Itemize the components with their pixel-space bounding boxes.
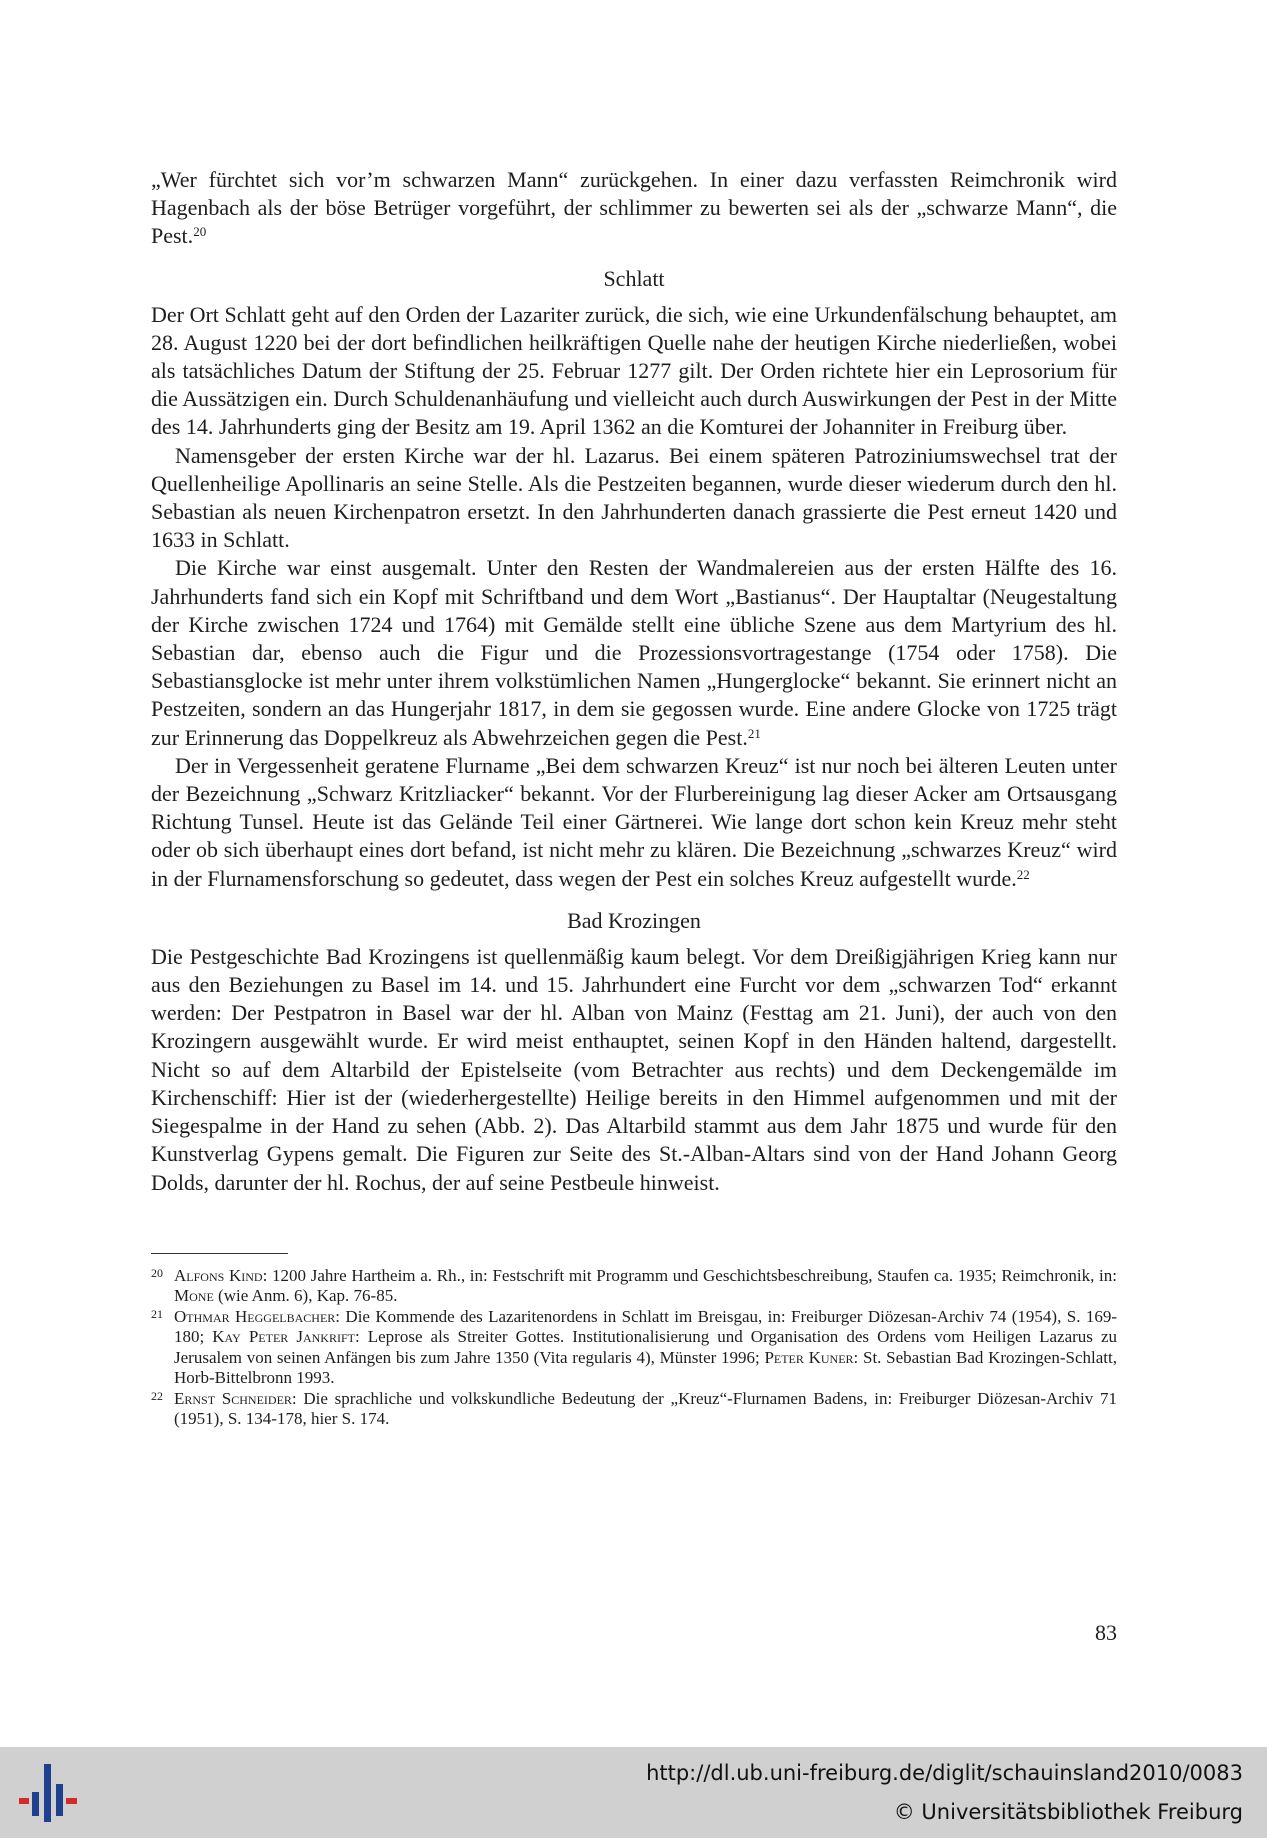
footnote-ref-20[interactable]: 20: [193, 224, 207, 240]
footnote-ref-21[interactable]: 21: [747, 725, 761, 741]
schlatt-paragraph-3-text: Die Kirche war einst ausgemalt. Unter den Resten der Wandmalereien aus der ersten Hälfte des 16. Jahrhunderts fand sich ein Kopf mit Schriftband und dem Wort „Bastianus“. Der Hauptaltar (Neugestaltung der Kirche zwischen 1724 und 1764) mit Gemälde stellt eine übliche Szene aus dem Martyrium des hl. Sebastian dar, ebenso auch die Figur und die Prozessionsvortragestange (1754 oder 1758). Die Sebastiansglocke ist mehr unter ihrem volkstümlichen Namen „Hungerglocke“ bekannt. Sie erinnert nicht an Pestzeiten, sondern an das Hungerjahr 1817, in dem sie gegossen wurde. Eine andere Glocke von 1725 trägt zur Erinnerung das Doppelkreuz als Abwehrzeichen gegen die Pest.: [151, 555, 1117, 750]
footnote-text-part: : Die sprachliche und volkskundliche Bedeutung der „Kreuz“-Flurnamen Badens, in: Freiburger Diözesan-Archiv 71 (1951), S. 134-178, hier S. 174.: [174, 1388, 1117, 1429]
footnote-ref-22[interactable]: 22: [1016, 866, 1030, 882]
heading-schlatt: Schlatt: [603, 265, 665, 291]
permalink-url[interactable]: http://dl.ub.uni-freiburg.de/diglit/schauinsland2010/0083: [646, 1761, 1243, 1785]
ub-freiburg-logo-icon: [17, 1762, 79, 1824]
footnote-author: Kay Peter Jankrift: [212, 1327, 355, 1347]
footnote-author: Mone: [174, 1286, 214, 1306]
footer-bar: [0, 1747, 1267, 1838]
copyright-text: © Universitätsbibliothek Freiburg: [893, 1800, 1243, 1824]
footnote-text-part: : Die Kommende des Lazaritenordens in Schlatt im Breisgau, in: Freiburger Diözesan-Archiv 74 (1954), S. 169-180;: [174, 1306, 1117, 1347]
footnote-text-part: : Leprose als Streiter Gottes. Institutionalisierung und Organisation des Ordens vom Heiligen Lazarus zu Jerusalem von seinen Anfängen bis zum Jahre 1350 (Vita regularis 4), Münster 1996;: [174, 1327, 1117, 1367]
footnote-text-part: : 1200 Jahre Hartheim a. Rh., in: Festschrift mit Programm und Geschichtsbeschreibung, Staufen ca. 1935; Reimchronik, in:: [262, 1265, 1117, 1285]
footnote-number: 21: [151, 1306, 163, 1321]
footnote-22: [151, 1389, 1117, 1430]
footnote-divider: [151, 1253, 288, 1254]
intro-paragraph: [151, 166, 1117, 251]
footnote-number: 22: [151, 1388, 163, 1403]
schlatt-paragraph-1: Der Ort Schlatt geht auf den Orden der Lazariter zurück, die sich, wie eine Urkundenfälschung behauptet, am 28. August 1220 bei der dort befindlichen heilkräftigen Quelle nahe der heutigen Kirche niederließen, wobei als tatsächliches Datum der Stiftung der 25. Februar 1277 gilt. Der Orden richtete hier ein Leprosorium für die Aussätzigen ein. Durch Schuldenanhäufung und vielleicht auch durch Auswirkungen der Pest in der Mitte des 14. Jahrhunderts ging der Besitz am 19. April 1362 an die Komturei der Johanniter in Freiburg über.: [151, 301, 1117, 440]
heading-bad-krozingen: Bad Krozingen: [567, 907, 701, 933]
schlatt-paragraph-2: Namensgeber der ersten Kirche war der hl. Lazarus. Bei einem späteren Patroziniumswechsel trat der Quellenheilige Apollinaris an seine Stelle. Als die Pestzeiten begannen, wurde dieser wiederum durch den hl. Sebastian als neuen Kirchenpatron ersetzt. In den Jahrhunderten danach grassierte die Pest erneut 1420 und 1633 in Schlatt.: [151, 442, 1117, 553]
footnote-text: [174, 1266, 1117, 1307]
page-number: 83: [1095, 1620, 1117, 1645]
footnote-21: [151, 1307, 1117, 1389]
schlatt-paragraph-3: [151, 554, 1117, 751]
footnote-author: Ernst Schneider: [174, 1388, 292, 1408]
intro-text: „Wer fürchtet sich vor’m schwarzen Mann“ zurückgehen. In einer dazu verfassten Reimchronik wird Hagenbach als der böse Betrüger vorgeführt, der schlimmer zu bewerten sei als der „schwarze Mann“, die Pest.: [151, 167, 1117, 249]
footnote-author: Othmar Heggelbacher: [174, 1306, 336, 1326]
schlatt-paragraph-4: [151, 752, 1117, 893]
schlatt-paragraph-4-text: Der in Vergessenheit geratene Flurname „Bei dem schwarzen Kreuz“ ist nur noch bei älteren Leuten unter der Bezeichnung „Schwarz Kritzliacker“ bekannt. Vor der Flurbereinigung lag dieser Acker am Ortsausgang Richtung Tunsel. Heute ist das Gelände Teil einer Gärtnerei. Wie lange dort schon kein Kreuz mehr steht oder ob sich überhaupt eines dort befand, ist nicht mehr zu klären. Die Bezeichnung „schwarzes Kreuz“ wird in der Flurnamensforschung so gedeutet, dass wegen der Pest ein solches Kreuz aufgestellt wurde.: [151, 752, 1117, 891]
krozingen-paragraph-1: Die Pestgeschichte Bad Krozingens ist quellenmäßig kaum belegt. Vor dem Dreißigjährigen Krieg kann nur aus den Beziehungen zu Basel im 14. und 15. Jahrhundert eine Furcht vor dem „schwarzen Tod“ erkannt werden: Der Pestpatron in Basel war der hl. Alban von Mainz (Festtag am 21. Juni), der auch von den Krozingern ausgewählt wurde. Er wird meist enthauptet, seinen Kopf in den Händen haltend, dargestellt. Nicht so auf dem Altarbild der Epistelseite (vom Betrachter aus rechts) und dem Deckengemälde im Kirchenschiff: Hier ist der (wiederhergestellte) Heilige bereits in den Himmel aufgenommen und mit der Siegespalme in der Hand zu sehen (Abb. 2). Das Altarbild stammt aus dem Jahr 1875 und wurde für den Kunstverlag Gypens gemalt. Die Figuren zur Seite des St.-Alban-Altars sind von der Hand Johann Georg Dolds, darunter der hl. Rochus, der auf seine Pestbeule hinweist.: [151, 943, 1117, 1195]
footnote-number: 20: [151, 1265, 163, 1280]
footnote-text: [174, 1389, 1117, 1430]
footnote-text-part: : St. Sebastian Bad Krozingen-Schlatt, Horb-Bittelbronn 1993.: [174, 1347, 1117, 1388]
footnote-text: [174, 1307, 1117, 1389]
footnote-author: Alfons Kind: [174, 1265, 263, 1285]
footnote-author: Peter Kuner: [764, 1347, 854, 1367]
footnote-20: [151, 1266, 1117, 1307]
footnotes: [151, 1266, 1117, 1430]
footnote-text-part: (wie Anm. 6), Kap. 76-85.: [213, 1286, 398, 1306]
page-body: [151, 166, 1117, 1430]
